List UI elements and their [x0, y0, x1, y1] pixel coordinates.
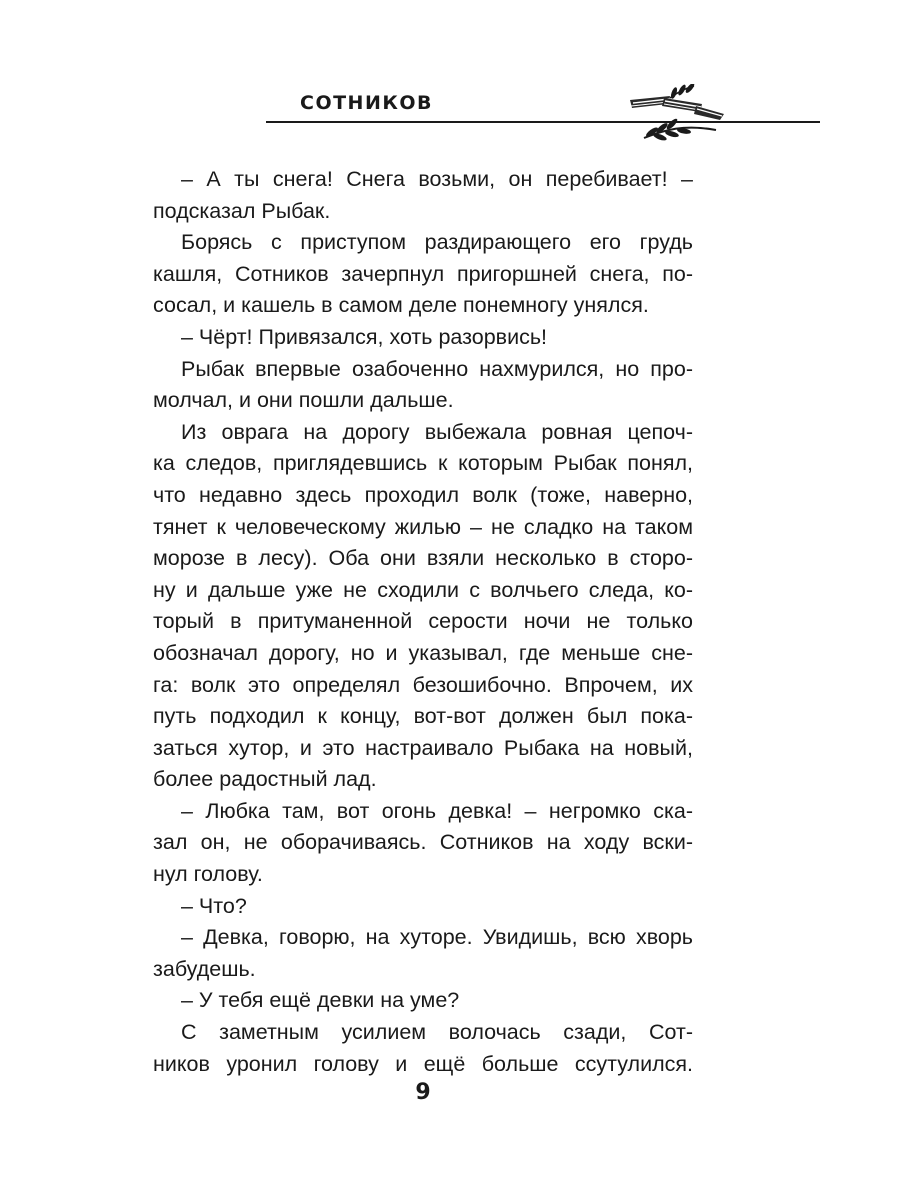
- text-line: Рыбак впервые озабоченно нахмурился, но про-: [181, 356, 693, 381]
- text-line: забудешь.: [153, 956, 256, 981]
- text-line: кашля, Сотников зачерпнул пригоршней снега, по-: [153, 261, 693, 286]
- text-line: – Что?: [181, 893, 247, 918]
- running-header-title: СОТНИКОВ: [300, 92, 434, 114]
- text-line: га: волк это определял безошибочно. Впрочем, их: [153, 672, 693, 697]
- text-line: подсказал Рыбак.: [153, 198, 331, 223]
- running-header: [266, 84, 820, 144]
- paragraph: [153, 985, 693, 1017]
- text-line: ка следов, приглядевшись к которым Рыбак понял,: [153, 451, 693, 476]
- paragraph: [153, 322, 693, 354]
- text-line: тянет к человеческому жилью – не сладко на таком: [153, 514, 693, 539]
- text-line: торый в притуманенной серости ночи не только: [153, 609, 693, 634]
- paragraph: [153, 417, 693, 796]
- header-rule: [266, 121, 820, 123]
- text-line: ну и дальше уже не сходили с волчьего следа, ко-: [153, 577, 693, 602]
- paragraph: [153, 354, 693, 417]
- page-number: 9: [415, 1080, 431, 1105]
- text-line: путь подходил к концу, вот-вот должен был пока-: [153, 704, 693, 729]
- paragraph: [153, 922, 693, 985]
- paragraph: [153, 1017, 693, 1080]
- text-line: – Девка, говорю, на хуторе. Увидишь, всю хворь: [181, 925, 693, 950]
- text-line: – Чёрт! Привязался, хоть разорвись!: [181, 324, 548, 349]
- text-line: ников уронил голову и ещё больше ссутулился.: [153, 1051, 693, 1076]
- paragraph: [153, 891, 693, 923]
- text-line: С заметным усилием волочась сзади, Сот-: [181, 1020, 693, 1045]
- text-line: заться хутор, и это настраивало Рыбака на новый,: [153, 735, 693, 760]
- body-text: [153, 164, 693, 1080]
- text-line: Борясь с приступом раздирающего его грудь: [181, 230, 693, 255]
- text-line: сосал, и кашель в самом деле понемногу унялся.: [153, 293, 649, 318]
- text-line: более радостный лад.: [153, 767, 377, 792]
- text-line: Из оврага на дорогу выбежала ровная цепоч-: [181, 419, 693, 444]
- text-line: – Любка там, вот огонь девка! – негромко ска-: [181, 798, 693, 823]
- paragraph: [153, 227, 693, 322]
- text-line: – А ты снега! Снега возьми, он перебивает! –: [181, 167, 693, 191]
- text-line: морозе в лесу). Оба они взяли несколько в сторо-: [153, 546, 693, 571]
- text-line: что недавно здесь проходил волк (тоже, наверно,: [153, 482, 693, 507]
- ribbon-laurel-emblem-icon: [624, 84, 734, 144]
- text-line: – У тебя ещё девки на уме?: [181, 988, 460, 1013]
- text-line: зал он, не оборачиваясь. Сотников на ходу вски-: [153, 830, 693, 855]
- paragraph: [153, 796, 693, 891]
- text-line: обозначал дорогу, но и указывал, где меньше сне-: [153, 640, 693, 665]
- text-line: нул голову.: [153, 862, 263, 887]
- paragraph: [153, 164, 693, 227]
- text-line: молчал, и они пошли дальше.: [153, 388, 454, 413]
